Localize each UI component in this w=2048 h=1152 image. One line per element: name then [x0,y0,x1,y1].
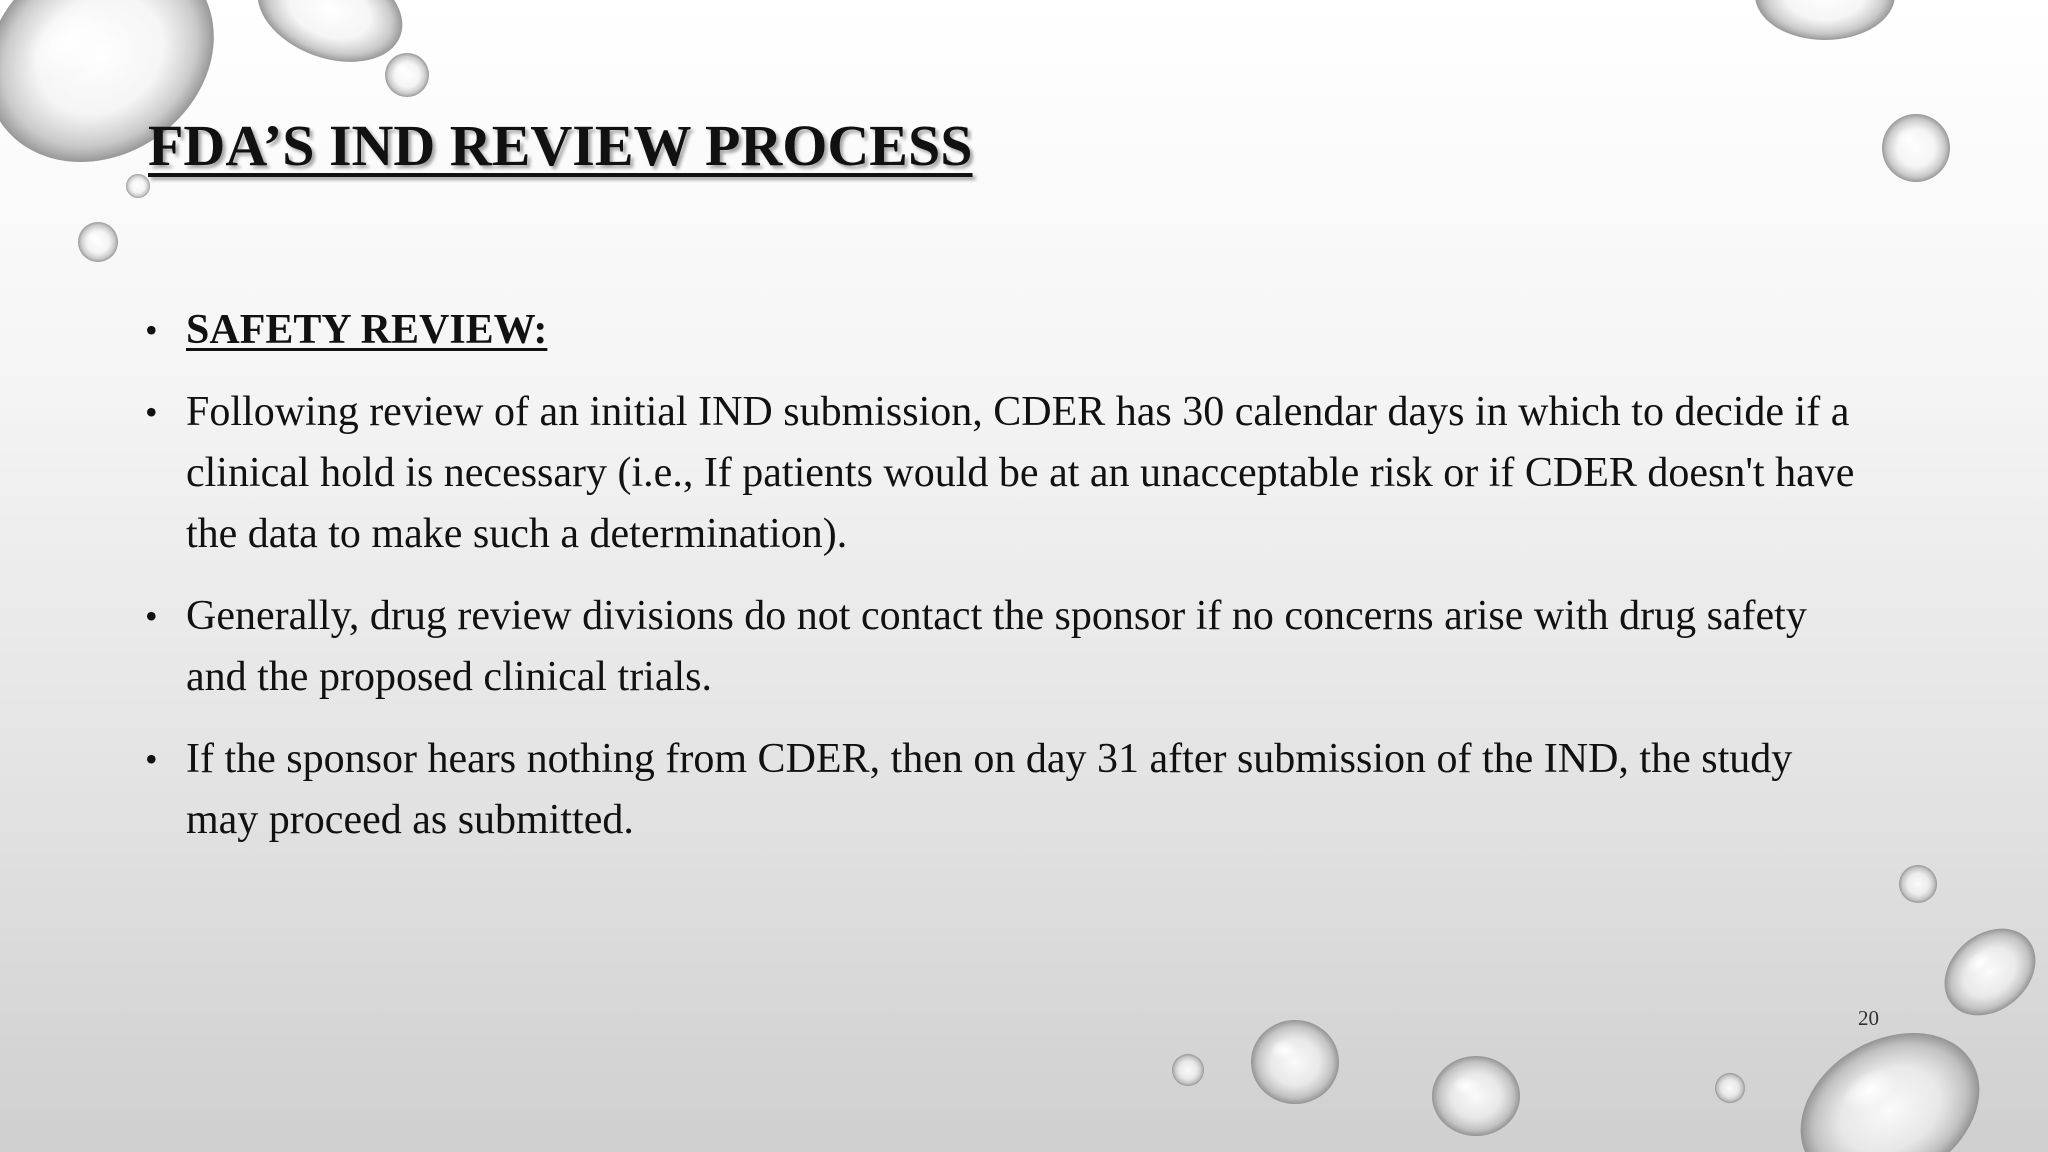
water-drop-icon [1882,114,1950,182]
bullet-icon: • [145,310,158,350]
water-drop-icon [1715,1073,1745,1103]
water-drop-icon [1899,865,1937,903]
list-item [145,729,1865,851]
bullet-list [145,300,1865,872]
water-drop-icon [1773,1002,2008,1152]
water-drop-icon [1251,1020,1339,1104]
water-drop-icon [126,174,150,198]
bullet-text: If the sponsor hears nothing from CDER, then on day 31 after submission of the IND, the study may proceed as submitted. [186,736,1793,843]
page-number: 20 [1858,1006,1879,1030]
bullet-icon: • [145,392,158,432]
water-drop-icon [78,222,118,262]
water-drop-icon [1755,0,1895,40]
bullet-icon: • [145,596,158,636]
bullet-icon: • [145,739,158,779]
water-drop-icon [1927,911,2048,1033]
slide-title: FDA’S IND REVIEW PROCESS [148,113,973,178]
list-item [145,382,1865,565]
list-item [145,300,1865,361]
water-drop-icon [385,53,429,97]
bullet-text: Following review of an initial IND submission, CDER has 30 calendar days in which to decide if a clinical hold is necessary (i.e., If patients would be at an unacceptable risk or if CDER doesn't have the data to make such a determination). [186,389,1855,557]
water-drop-icon [1172,1054,1204,1086]
section-heading: SAFETY REVIEW: [186,307,548,353]
water-drop-icon [1432,1056,1520,1136]
list-item [145,586,1865,708]
bullet-text: Generally, drug review divisions do not contact the sponsor if no concerns arise with drug safety and the proposed clinical trials. [186,593,1807,700]
